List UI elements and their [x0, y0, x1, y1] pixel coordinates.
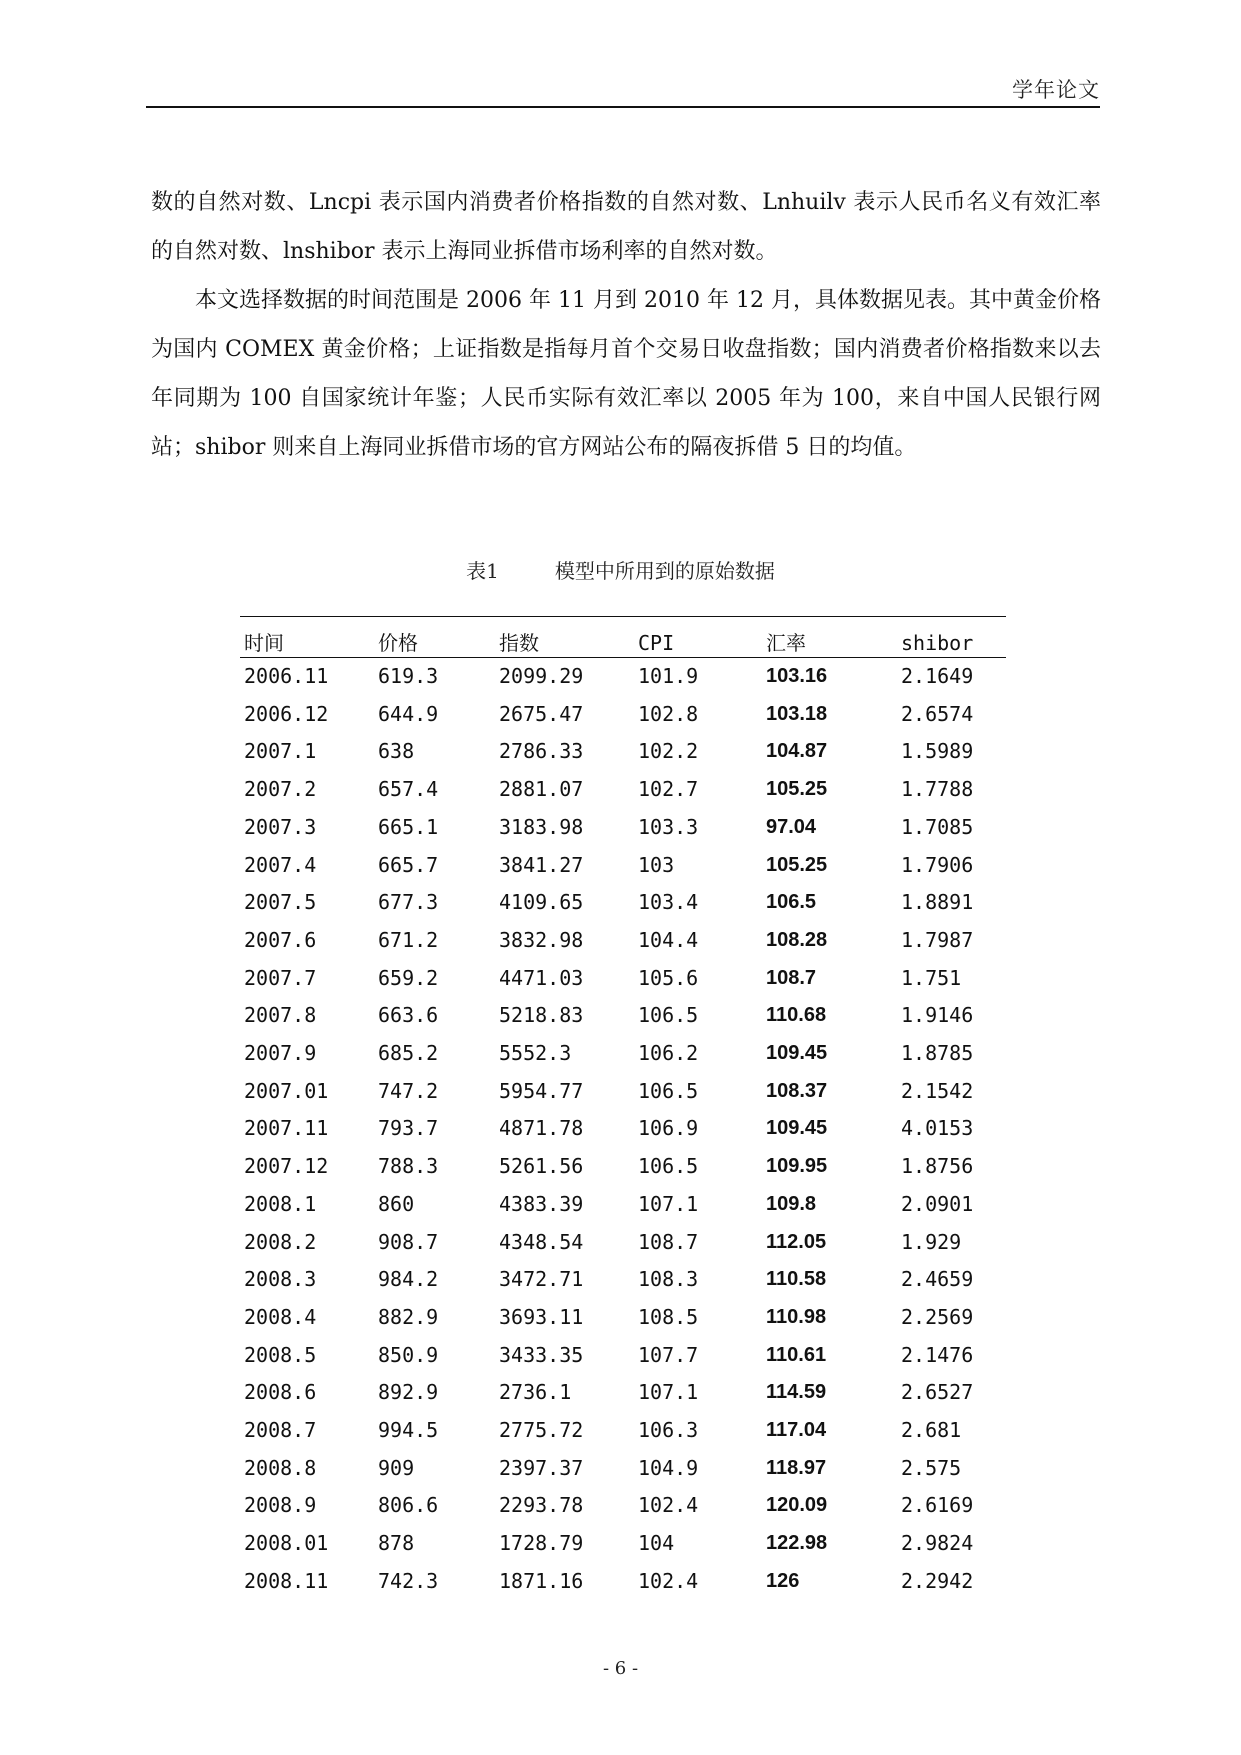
cell-rate: 109.45	[766, 1042, 828, 1065]
cell-shibor: 2.6527	[901, 1380, 974, 1405]
cell-time: 2008.11	[244, 1568, 329, 1593]
cell-rate: 114.59	[766, 1381, 827, 1404]
cell-price: 665.1	[378, 814, 439, 839]
cell-rate: 106.5	[766, 891, 817, 914]
table-row	[240, 1261, 1006, 1299]
cell-cpi: 106.3	[638, 1418, 699, 1443]
cell-price: 665.7	[378, 852, 439, 877]
cell-index: 1728.79	[499, 1531, 584, 1556]
cell-index: 4471.03	[499, 965, 584, 990]
cell-index: 4109.65	[499, 890, 584, 915]
cell-time: 2007.7	[244, 965, 317, 990]
cell-time: 2008.6	[244, 1380, 317, 1405]
cell-price: 677.3	[378, 890, 439, 915]
cell-shibor: 1.7906	[901, 852, 974, 877]
page-number: - 6 -	[602, 1658, 639, 1679]
cell-cpi: 108.3	[638, 1267, 699, 1292]
cell-index: 2293.78	[499, 1493, 584, 1518]
cell-price: 909	[378, 1455, 415, 1480]
table-row	[240, 1563, 1006, 1601]
cell-rate: 117.04	[766, 1419, 827, 1442]
cell-rate: 109.8	[766, 1192, 817, 1215]
cell-index: 3841.27	[499, 852, 584, 877]
cell-rate: 110.98	[766, 1305, 827, 1328]
paragraph: 本文选择数据的时间范围是 2006 年 11 月到 2010 年 12 月，具体数据见表。其中黄金价格为国内 COMEX 黄金价格；上证指数是指每月首个交易日收盘指数；国内消费者价格指数来以去年同期为 100 自国家统计年鉴；人民币实际有效汇率以 2005 年为 100，来自中国人民银行网站；shibor 则来自上海同业拆借市场的官方网站公布的隔夜拆借 5 日的均值。	[151, 288, 1101, 460]
cell-shibor: 2.1476	[901, 1342, 974, 1367]
table-row	[240, 1412, 1006, 1450]
cell-price: 671.2	[378, 927, 439, 952]
cell-rate: 104.87	[766, 740, 828, 763]
cell-rate: 108.28	[766, 928, 828, 951]
cell-cpi: 104	[638, 1531, 675, 1556]
cell-index: 1871.16	[499, 1568, 584, 1593]
cell-rate: 110.61	[766, 1343, 827, 1366]
table-row	[240, 1073, 1006, 1111]
cell-price: 994.5	[378, 1418, 439, 1443]
table-row	[240, 884, 1006, 922]
cell-price: 685.2	[378, 1041, 439, 1066]
cell-rate: 108.7	[766, 966, 817, 989]
cell-cpi: 107.1	[638, 1191, 699, 1216]
cell-rate: 110.68	[766, 1004, 827, 1027]
cell-cpi: 102.8	[638, 701, 699, 726]
cell-cpi: 104.4	[638, 927, 699, 952]
cell-shibor: 2.2942	[901, 1568, 974, 1593]
cell-time: 2007.5	[244, 890, 317, 915]
cell-shibor: 1.8756	[901, 1154, 974, 1179]
cell-price: 747.2	[378, 1078, 439, 1103]
table-header-row	[240, 617, 1006, 658]
cell-index: 3472.71	[499, 1267, 584, 1292]
cell-shibor: 1.7788	[901, 777, 974, 802]
cell-cpi: 106.5	[638, 1154, 699, 1179]
cell-rate: 108.37	[766, 1079, 828, 1102]
table-row	[240, 1337, 1006, 1375]
cell-time: 2007.8	[244, 1003, 317, 1028]
cell-index: 2099.29	[499, 664, 584, 688]
cell-cpi: 102.4	[638, 1568, 699, 1593]
cell-shibor: 2.681	[901, 1418, 962, 1443]
table-row	[240, 922, 1006, 960]
cell-index: 5261.56	[499, 1154, 584, 1179]
cell-index: 3693.11	[499, 1304, 584, 1329]
paragraph: 数的自然对数、Lncpi 表示国内消费者价格指数的自然对数、Lnhuilv 表示人民币名义有效汇率的自然对数、lnshibor 表示上海同业拆借市场利率的自然对数。	[151, 190, 1101, 264]
cell-index: 3832.98	[499, 927, 584, 952]
cell-index: 4383.39	[499, 1191, 584, 1216]
cell-rate: 103.18	[766, 702, 828, 725]
cell-cpi: 103.3	[638, 814, 699, 839]
cell-cpi: 105.6	[638, 965, 699, 990]
cell-shibor: 1.8891	[901, 890, 974, 915]
cell-time: 2007.11	[244, 1116, 329, 1141]
table-caption-title: 模型中所用到的原始数据	[554, 559, 775, 583]
cell-shibor: 2.0901	[901, 1191, 974, 1216]
cell-price: 788.3	[378, 1154, 439, 1179]
cell-price: 657.4	[378, 777, 439, 802]
table-row	[240, 1487, 1006, 1525]
table-row	[240, 960, 1006, 998]
cell-time: 2007.6	[244, 927, 317, 952]
data-table	[240, 616, 1006, 1601]
cell-time: 2008.3	[244, 1267, 317, 1292]
cell-price: 659.2	[378, 965, 439, 990]
cell-time: 2008.4	[244, 1304, 317, 1329]
cell-cpi: 106.9	[638, 1116, 699, 1141]
cell-shibor: 2.9824	[901, 1531, 974, 1556]
table-row	[240, 847, 1006, 885]
cell-time: 2008.1	[244, 1191, 317, 1216]
cell-cpi: 107.1	[638, 1380, 699, 1405]
cell-price: 850.9	[378, 1342, 439, 1367]
cell-shibor: 1.7085	[901, 814, 974, 839]
column-header-price: 价格	[374, 617, 495, 658]
cell-shibor: 1.5989	[901, 739, 974, 764]
cell-rate: 112.05	[766, 1230, 827, 1253]
table-caption-number: 表1	[466, 559, 499, 583]
cell-shibor: 1.8785	[901, 1041, 974, 1066]
cell-shibor: 1.751	[901, 965, 962, 990]
cell-rate: 122.98	[766, 1532, 828, 1555]
cell-shibor: 2.4659	[901, 1267, 974, 1292]
cell-shibor: 1.929	[901, 1229, 962, 1254]
cell-time: 2007.4	[244, 852, 317, 877]
cell-time: 2006.12	[244, 701, 329, 726]
cell-cpi: 107.7	[638, 1342, 699, 1367]
cell-price: 908.7	[378, 1229, 439, 1254]
cell-price: 860	[378, 1191, 415, 1216]
table-row	[240, 1186, 1006, 1224]
cell-index: 5552.3	[499, 1041, 572, 1066]
cell-price: 878	[378, 1531, 415, 1556]
header-rule	[146, 106, 1100, 108]
cell-shibor: 4.0153	[901, 1116, 974, 1141]
cell-shibor: 2.2569	[901, 1304, 974, 1329]
cell-price: 742.3	[378, 1568, 439, 1593]
cell-cpi: 108.5	[638, 1304, 699, 1329]
table-row	[240, 1035, 1006, 1073]
cell-cpi: 103.4	[638, 890, 699, 915]
cell-index: 2775.72	[499, 1418, 584, 1443]
cell-cpi: 101.9	[638, 664, 699, 688]
column-header-cpi: CPI	[634, 617, 762, 658]
cell-index: 2786.33	[499, 739, 584, 764]
cell-index: 3433.35	[499, 1342, 584, 1367]
cell-cpi: 106.5	[638, 1078, 699, 1103]
table-caption	[0, 555, 1241, 584]
table-body	[240, 658, 1006, 1601]
table-row	[240, 997, 1006, 1035]
cell-time: 2007.2	[244, 777, 317, 802]
cell-index: 2736.1	[499, 1380, 572, 1405]
column-header-rate: 汇率	[762, 617, 897, 658]
cell-time: 2006.11	[244, 664, 329, 688]
table-row	[240, 809, 1006, 847]
cell-rate: 97.04	[766, 815, 817, 838]
cell-price: 663.6	[378, 1003, 439, 1028]
cell-cpi: 106.5	[638, 1003, 699, 1028]
cell-cpi: 104.9	[638, 1455, 699, 1480]
cell-shibor: 2.6574	[901, 701, 974, 726]
table-row	[240, 771, 1006, 809]
cell-price: 806.6	[378, 1493, 439, 1518]
cell-time: 2007.1	[244, 739, 317, 764]
cell-cpi: 103	[638, 852, 675, 877]
cell-index: 4871.78	[499, 1116, 584, 1141]
cell-price: 638	[378, 739, 415, 764]
cell-time: 2007.12	[244, 1154, 329, 1179]
column-header-index: 指数	[495, 617, 634, 658]
cell-index: 4348.54	[499, 1229, 584, 1254]
table-row	[240, 1525, 1006, 1563]
cell-rate: 105.25	[766, 853, 828, 876]
cell-price: 793.7	[378, 1116, 439, 1141]
cell-index: 2881.07	[499, 777, 584, 802]
cell-time: 2008.7	[244, 1418, 317, 1443]
cell-time: 2008.9	[244, 1493, 317, 1518]
cell-cpi: 102.7	[638, 777, 699, 802]
cell-index: 5954.77	[499, 1078, 584, 1103]
cell-price: 882.9	[378, 1304, 439, 1329]
cell-time: 2008.5	[244, 1342, 317, 1367]
table-row	[240, 1299, 1006, 1337]
table-row	[240, 696, 1006, 734]
cell-price: 619.3	[378, 664, 439, 688]
cell-rate: 118.97	[766, 1456, 827, 1479]
column-header-time: 时间	[240, 617, 374, 658]
cell-index: 2675.47	[499, 701, 584, 726]
table-row	[240, 658, 1006, 696]
cell-cpi: 102.4	[638, 1493, 699, 1518]
table-row	[240, 1224, 1006, 1262]
column-header-shibor: shibor	[897, 617, 1006, 658]
cell-rate: 109.45	[766, 1117, 828, 1140]
cell-shibor: 2.1542	[901, 1078, 974, 1103]
cell-cpi: 108.7	[638, 1229, 699, 1254]
table-row	[240, 733, 1006, 771]
cell-shibor: 1.7987	[901, 927, 974, 952]
cell-rate: 110.58	[766, 1268, 827, 1291]
body-text	[151, 178, 1101, 472]
cell-shibor: 2.6169	[901, 1493, 974, 1518]
cell-price: 644.9	[378, 701, 439, 726]
cell-shibor: 2.1649	[901, 664, 974, 688]
table-row	[240, 1450, 1006, 1488]
table-row	[240, 1374, 1006, 1412]
cell-shibor: 1.9146	[901, 1003, 974, 1028]
running-header-title: 学年论文	[1012, 78, 1100, 102]
cell-rate: 109.95	[766, 1155, 828, 1178]
cell-rate: 120.09	[766, 1494, 828, 1517]
cell-price: 984.2	[378, 1267, 439, 1292]
cell-time: 2007.9	[244, 1041, 317, 1066]
cell-cpi: 106.2	[638, 1041, 699, 1066]
cell-time: 2007.01	[244, 1078, 329, 1103]
cell-price: 892.9	[378, 1380, 439, 1405]
cell-shibor: 2.575	[901, 1455, 962, 1480]
table-row	[240, 1148, 1006, 1186]
table-row	[240, 1110, 1006, 1148]
cell-rate: 105.25	[766, 778, 828, 801]
cell-time: 2008.01	[244, 1531, 329, 1556]
cell-rate: 103.16	[766, 665, 828, 687]
cell-time: 2007.3	[244, 814, 317, 839]
cell-time: 2008.8	[244, 1455, 317, 1480]
cell-cpi: 102.2	[638, 739, 699, 764]
cell-index: 5218.83	[499, 1003, 584, 1028]
cell-index: 2397.37	[499, 1455, 584, 1480]
cell-time: 2008.2	[244, 1229, 317, 1254]
cell-index: 3183.98	[499, 814, 584, 839]
cell-rate: 126	[766, 1569, 800, 1592]
